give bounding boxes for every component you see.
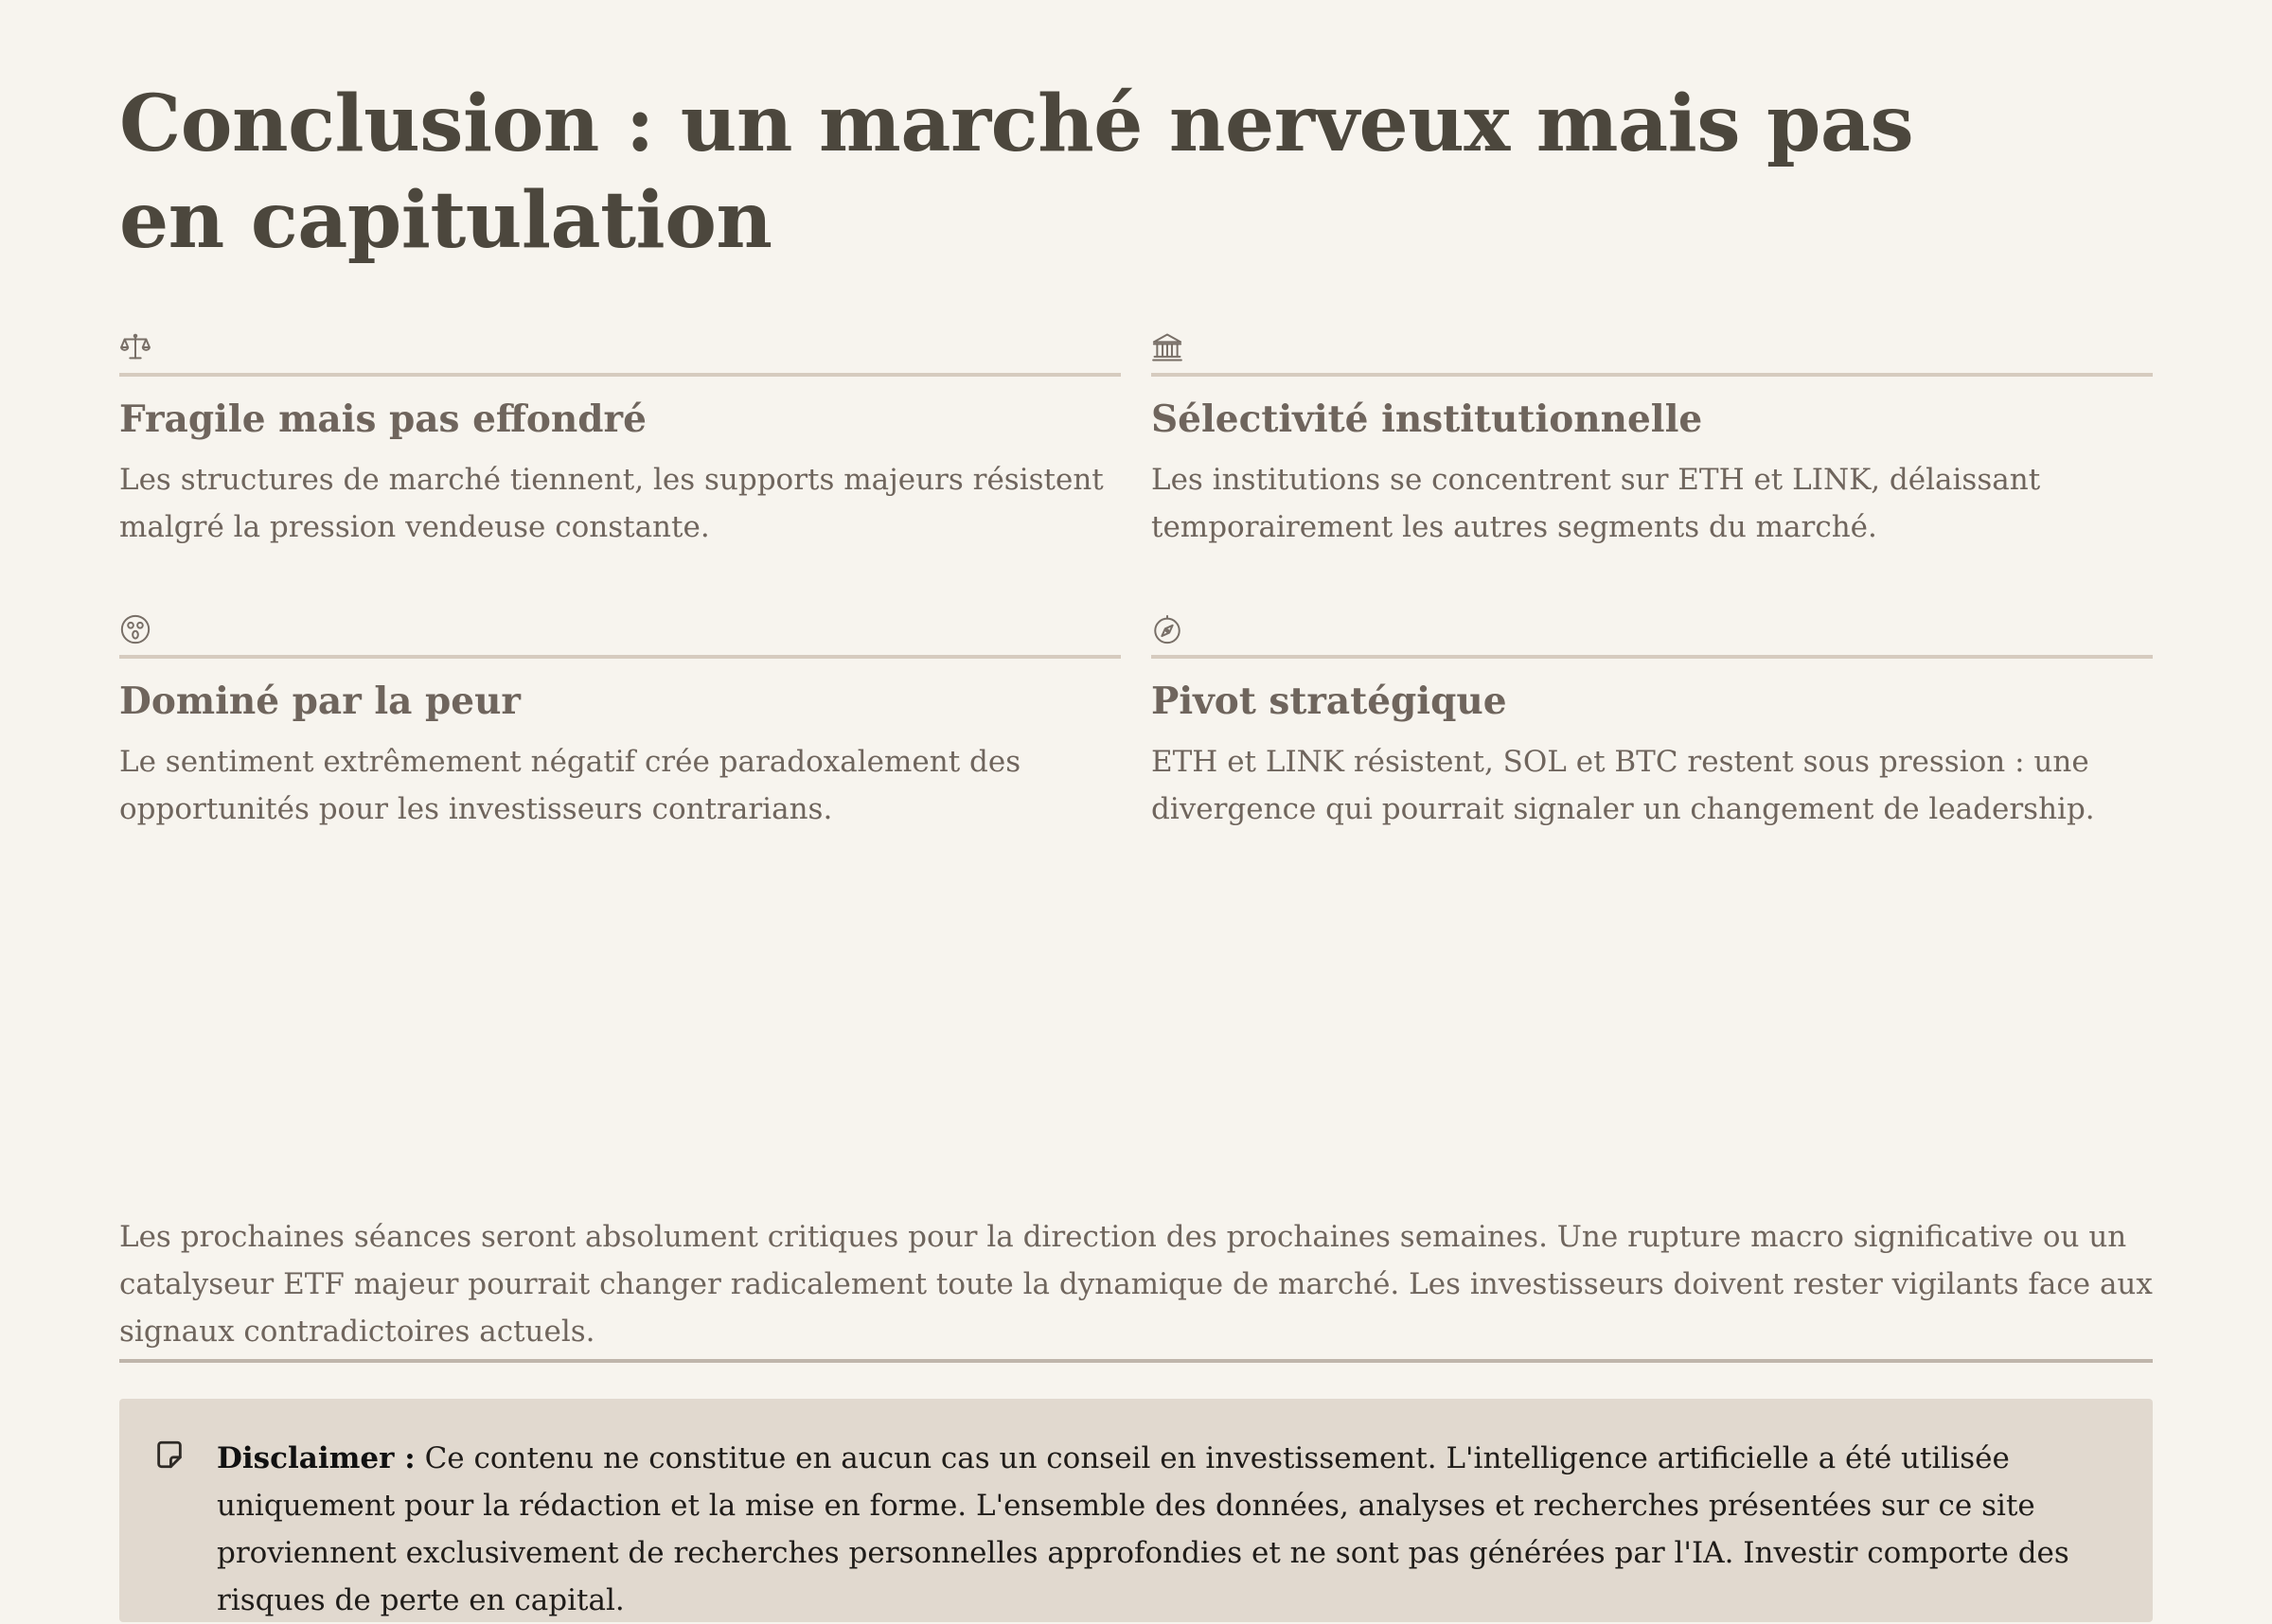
card-heading: Pivot stratégique (1151, 680, 1507, 723)
card-rule (119, 373, 1121, 377)
fear-face-icon (119, 604, 1121, 655)
card-heading: Dominé par la peur (119, 680, 521, 723)
section-divider (119, 1359, 2153, 1363)
card-rule (1151, 655, 2153, 659)
card-fragile (119, 322, 1121, 551)
card-selectivite (1151, 322, 2153, 551)
card-heading: Fragile mais pas effondré (119, 397, 647, 441)
card-text: ETH et LINK résistent, SOL et BTC restent sous pression : une divergence qui pourrait signaler un changement de leadership. (1151, 745, 2095, 826)
card-rule (119, 655, 1121, 659)
card-text: Les structures de marché tiennent, les supports majeurs résistent malgré la pression vendeuse constante. (119, 463, 1104, 544)
balance-scale-icon (119, 322, 1121, 373)
card-text: Le sentiment extrêmement négatif crée paradoxalement des opportunités pour les investisseurs contrarians. (119, 745, 1021, 826)
disclaimer-box (119, 1399, 2153, 1622)
conclusion-section (119, 0, 2153, 1617)
disclaimer-label: Disclaimer : (217, 1441, 416, 1475)
disclaimer-text (217, 1435, 2110, 1624)
card-heading: Sélectivité institutionnelle (1151, 397, 1703, 441)
page-title: Conclusion : un marché nerveux mais pas en capitulation (119, 79, 1914, 266)
sticky-note-icon (153, 1439, 186, 1471)
card-peur (119, 604, 1121, 833)
disclaimer-body: Ce contenu ne constitue en aucun cas un conseil en investissement. L'intelligence artificielle a été utilisée uniquement pour la rédaction et la mise en forme. L'ensemble des données, analyses et recherches présentées sur ce site proviennent exclusivement de recherches personnelles approfondies et ne sont pas générées par l'IA. Investir comporte des risques de perte en capital. (217, 1441, 2069, 1617)
institution-icon (1151, 322, 2153, 373)
card-pivot (1151, 604, 2153, 833)
card-text: Les institutions se concentrent sur ETH et LINK, délaissant temporairement les autres segments du marché. (1151, 463, 2041, 544)
summary-paragraph: Les prochaines séances seront absolument critiques pour la direction des prochaines semaines. Une rupture macro significative ou un catalyseur ETF majeur pourrait changer radicalement toute la dynamique de marché. Les investisseurs doivent rester vigilants face aux signaux contradictoires actuels. (119, 1220, 2153, 1349)
compass-icon (1151, 604, 2153, 655)
card-rule (1151, 373, 2153, 377)
